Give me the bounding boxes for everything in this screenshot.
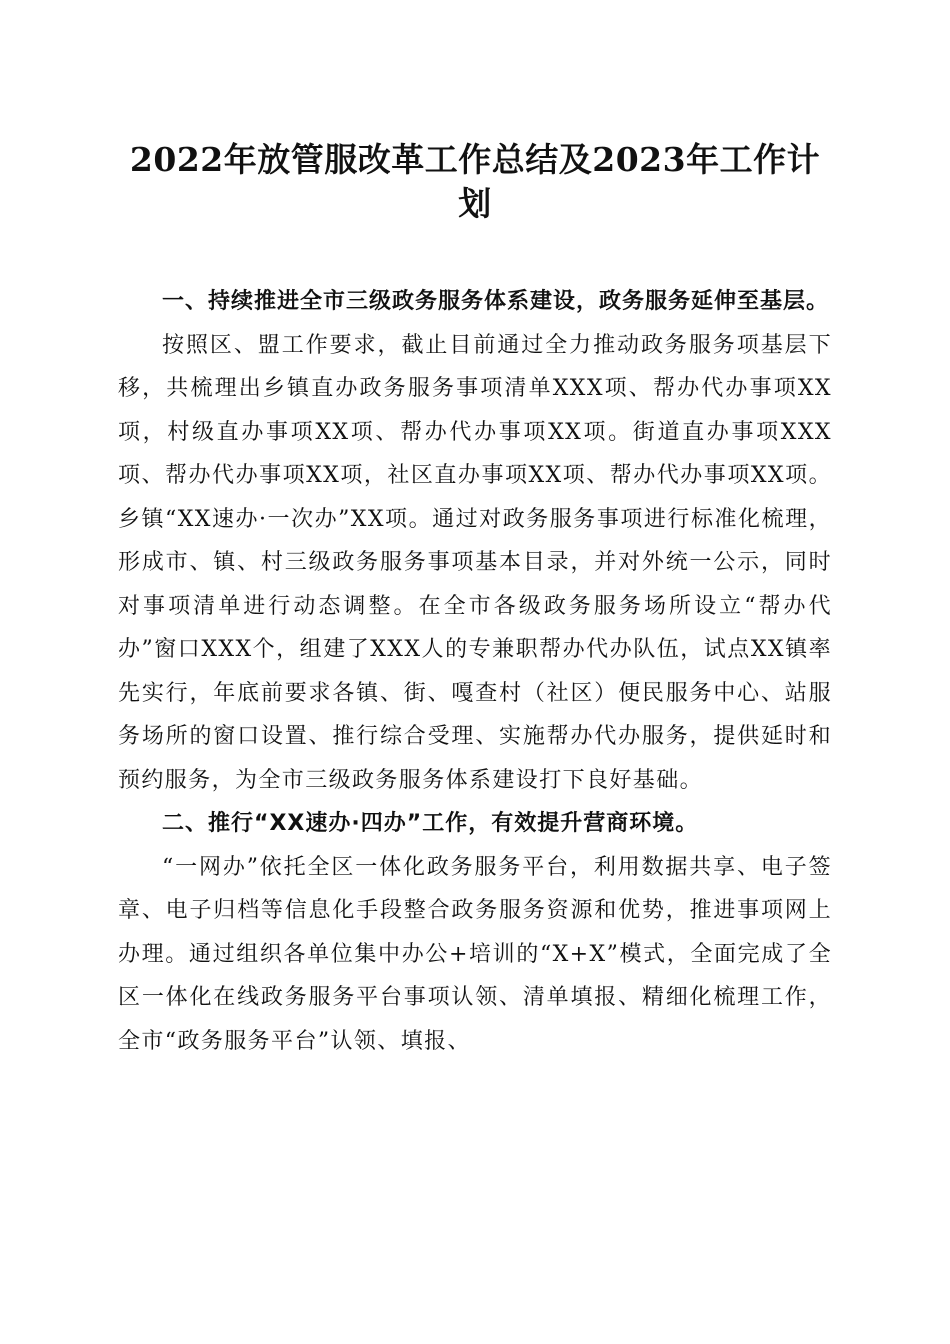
section-2-heading: 二、推行“XX速办·四办”工作，有效提升营商环境。 xyxy=(162,811,699,836)
section-1-heading: 一、持续推进全市三级政务服务体系建设，政务服务延伸至基层。 xyxy=(162,289,830,314)
document-title: 2022年放管服改革工作总结及2023年工作计划 xyxy=(129,140,821,223)
section-2-paragraph: “一网办”依托全区一体化政务服务平台，利用数据共享、电子签章、电子归档等信息化手段整合政务服务资源和优势，推进事项网上办理。通过组织各单位集中办公+培训的“X+X”模式，全面完成了全区一体化在线政务服务平台事项认领、清单填报、精细化梳理工作，全市“政务服务平台”认领、填报、 xyxy=(118,854,832,1054)
section-1-paragraph: 按照区、盟工作要求，截止目前通过全力推动政务服务项基层下移，共梳理出乡镇直办政务服务事项清单XXX项、帮办代办事项XX项，村级直办事项XX项、帮办代办事项XX项。街道直办事项XXX项、帮办代办事项XX项，社区直办事项XX项、帮办代办事项XX项。乡镇“XX速办·一次办”XX项。通过对政务服务事项进行标准化梳理，形成市、镇、村三级政务服务事项基本目录，并对外统一公示，同时对事项清单进行动态调整。在全市各级政务服务场所设立“帮办代办”窗口XXX个，组建了XXX人的专兼职帮办代办队伍，试点XX镇率先实行，年底前要求各镇、街、嘎查村（社区）便民服务中心、站服务场所的窗口设置、推行综合受理、实施帮办代办服务，提供延时和预约服务，为全市三级政务服务体系建设打下良好基础。 xyxy=(118,332,832,793)
document-body xyxy=(118,280,832,1063)
